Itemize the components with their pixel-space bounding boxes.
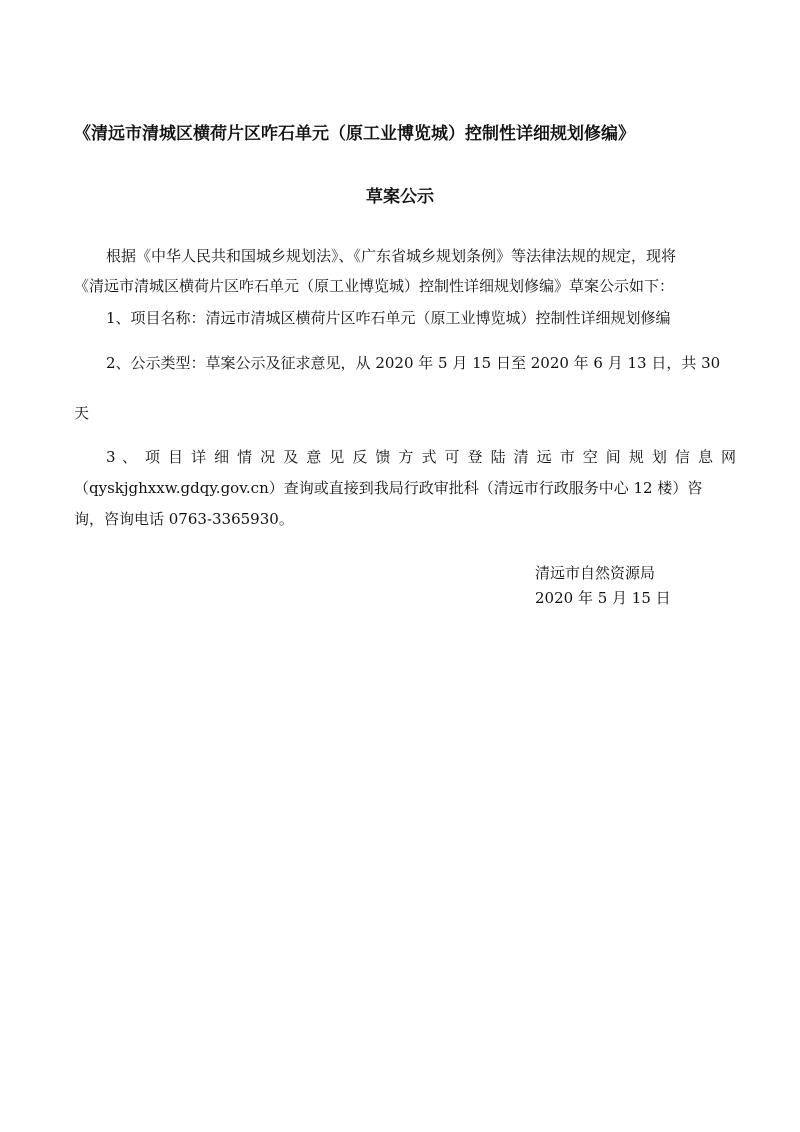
item-3-details: 3 、 项 目 详 细 情 况 及 意 见 反 馈 方 式 可 登 陆 清 远 市 空 间 规 划 信 息 网 bbox=[106, 448, 736, 466]
intro-line-2: 《清远市清城区横荷片区咋石单元（原工业博览城）控制性详细规划修编》草案公示如下： bbox=[74, 277, 675, 295]
signature-date: 2020 年 5 月 15 日 bbox=[535, 589, 671, 607]
signature-organization: 清远市自然资源局 bbox=[535, 564, 656, 582]
item-2-publicity-type: 2、公示类型：草案公示及征求意见，从 2020 年 5 月 15 日至 2020 年 6 月 13 日，共 30 bbox=[106, 354, 721, 372]
item-1-project-name: 1、项目名称：清远市清城区横荷片区咋石单元（原工业博览城）控制性详细规划修编 bbox=[106, 309, 671, 327]
item-2-continued: 天 bbox=[74, 404, 90, 422]
intro-line-1: 根据《中华人民共和国城乡规划法》、《广东省城乡规划条例》等法律法规的规定，现将 bbox=[106, 247, 677, 265]
item-3-phone-line: 询，咨询电话 0763-3365930。 bbox=[74, 510, 294, 528]
document-subtitle: 草案公示 bbox=[366, 187, 434, 207]
item-3-website-line: （qyskjghxxw.gdqy.gov.cn）查询或直接到我局行政审批科（清远市行政服务中心 12 楼）咨 bbox=[74, 479, 703, 497]
document-title: 《清远市清城区横荷片区咋石单元（原工业博览城）控制性详细规划修编》 bbox=[74, 124, 635, 144]
